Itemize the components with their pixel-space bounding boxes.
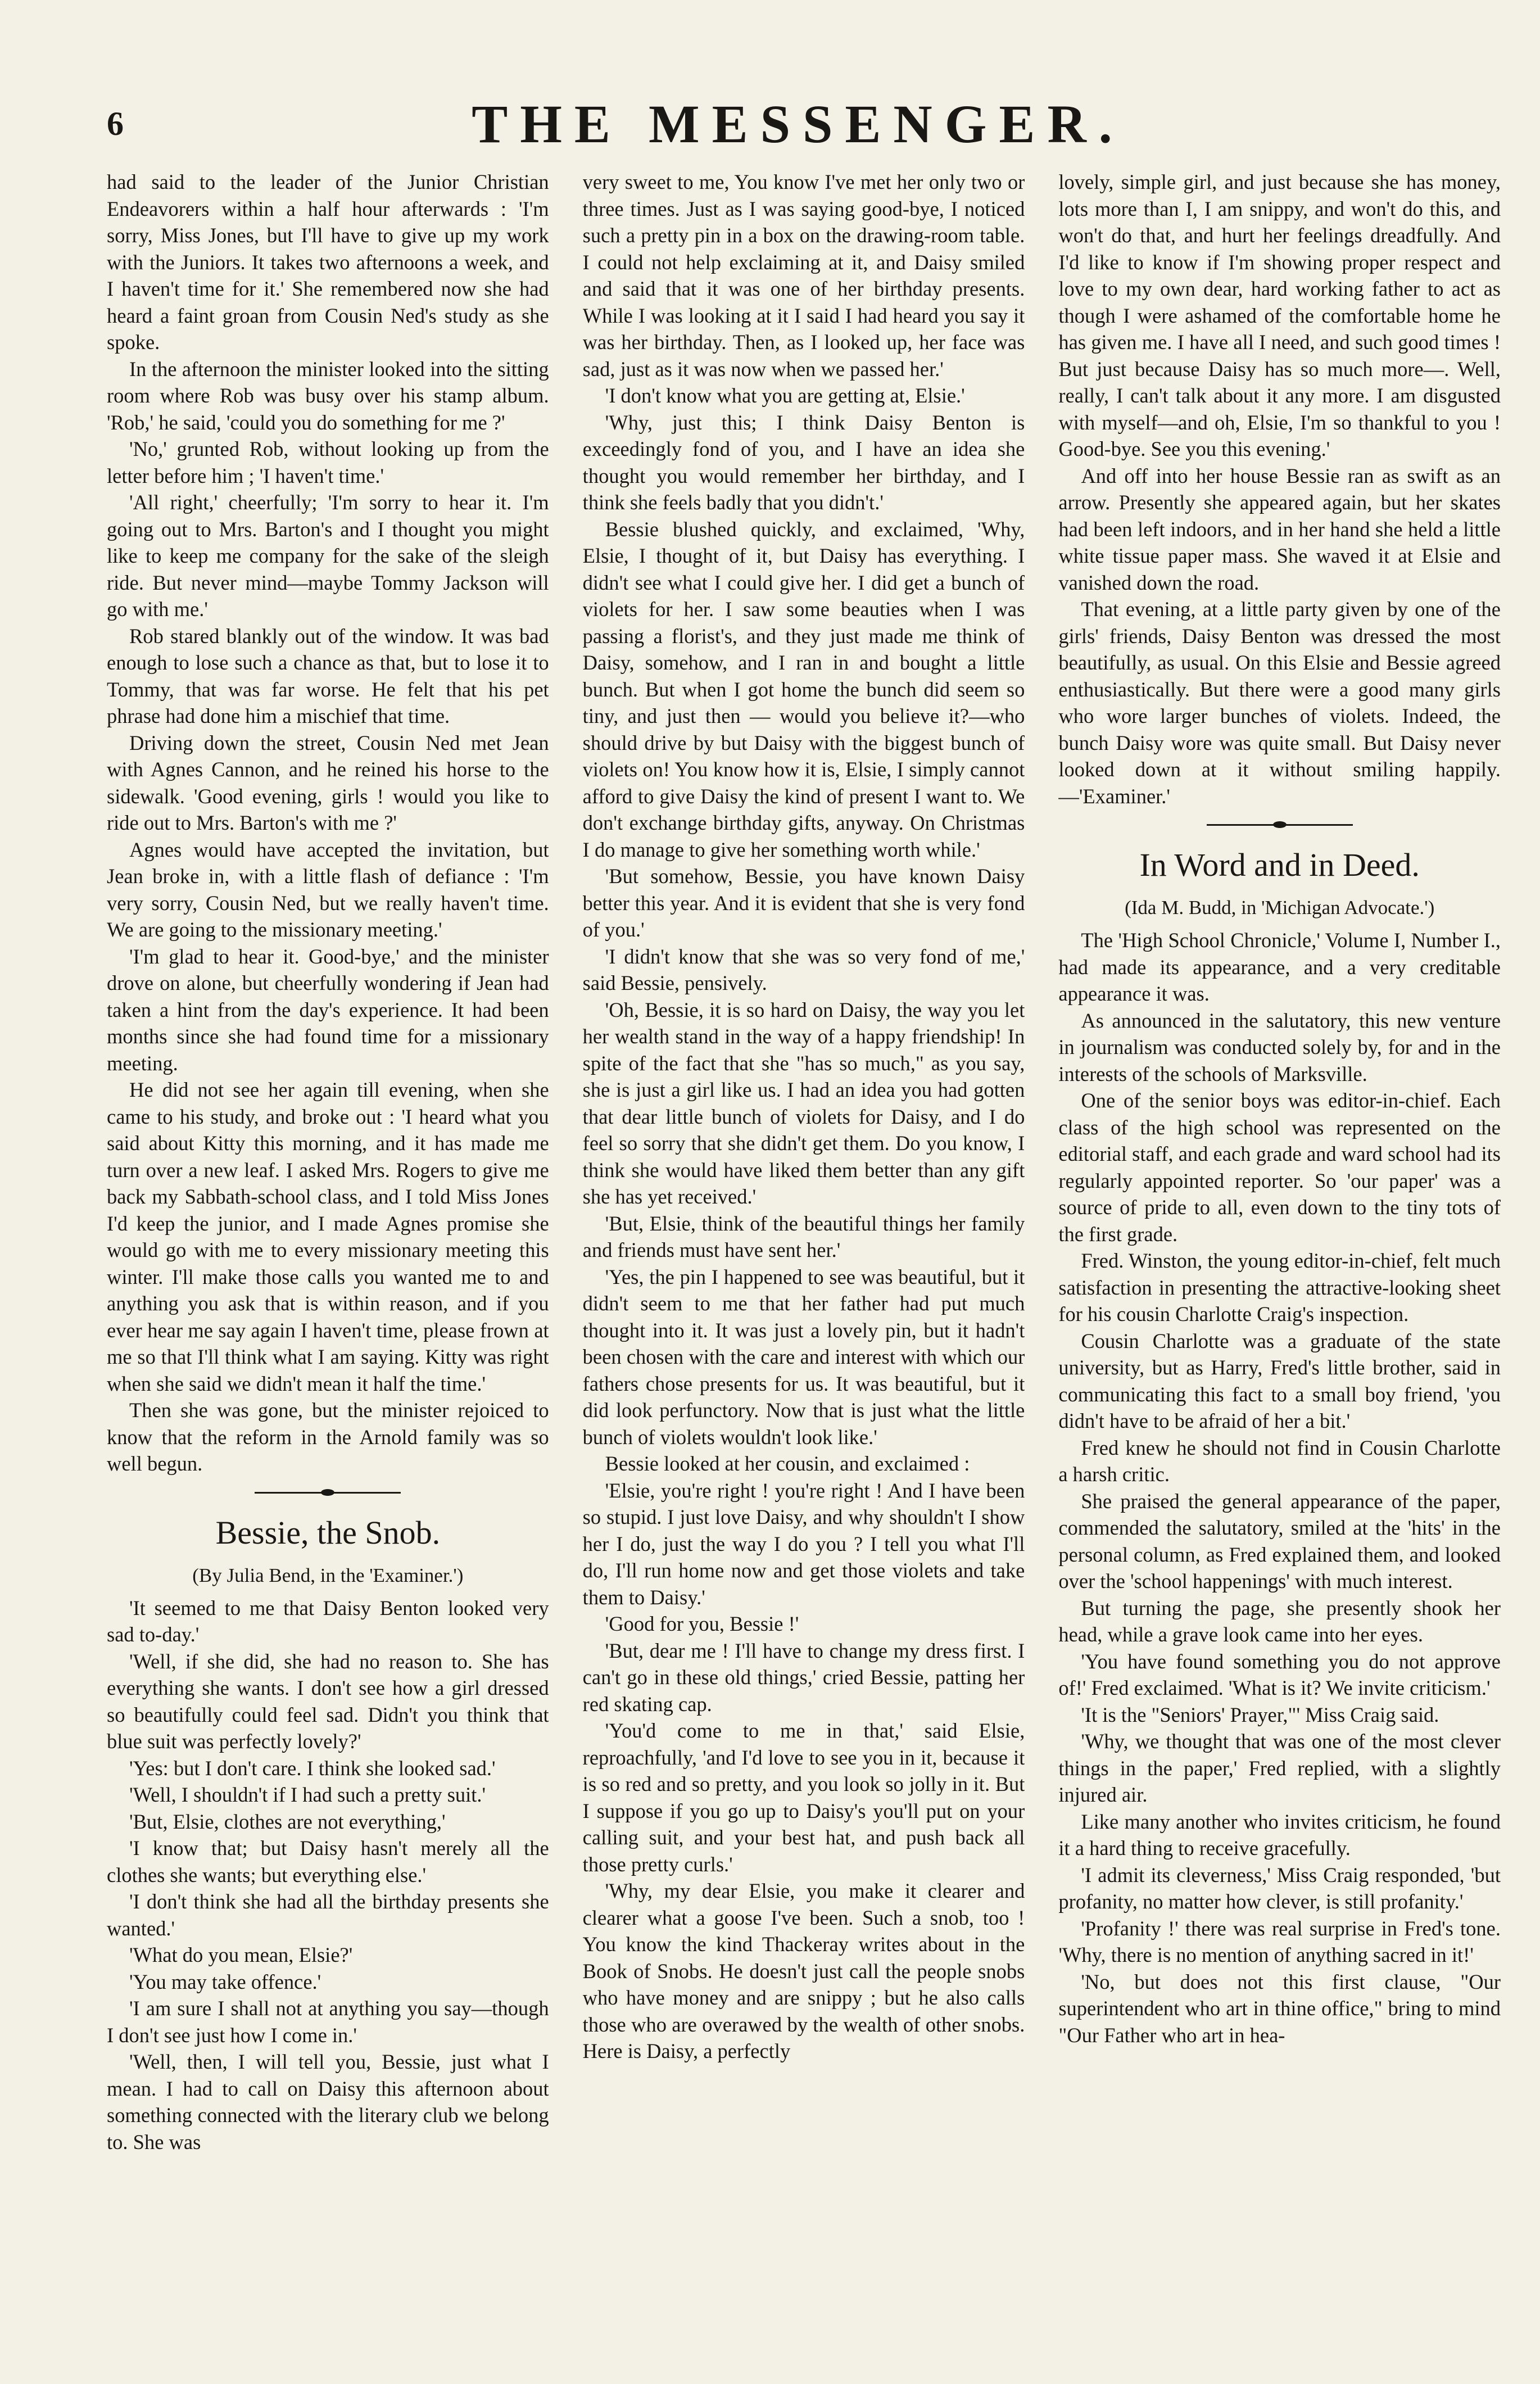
paragraph: One of the senior boys was editor-in-chief. Each class of the high school was represented on the editorial staff, and each grade and ward school had its regularly appointed reporter. So 'our paper' was a source of pride to all, even down to the tiny tots of the first grade. — [1058, 1089, 1501, 1246]
paragraph: Fred. Winston, the young editor-in-chief, felt much satisfaction in presenting the attractive-looking sheet for his cousin Charlotte Craig's inspection. — [1058, 1249, 1501, 1326]
paragraph: 'But somehow, Bessie, you have known Daisy better this year. And it is evident that she is very fond of you.' — [582, 865, 1025, 941]
paragraph: Bessie blushed quickly, and exclaimed, 'Why, Elsie, I thought of it, but Daisy has everything. I didn't see what I could give her. I did get a bunch of violets for her. I saw some beauties when I was passing a florist's, and they just made me think of Daisy, somehow, and I ran in and bought a little bunch. But when I got home the bunch did seem so tiny, and just then — would you believe it?—who should drive by but Daisy with the biggest bunch of violets on! You know how it is, Elsie, I simply cannot afford to give Daisy the kind of present I want to. We don't exchange birthday gifts, anyway. On Christmas I do manage to give her something worth while.' — [582, 517, 1025, 861]
paragraph: 'Well, if she did, she had no reason to. She has everything she wants. I don't see how a girl dressed so beautifully could feel sad. Didn't you think that blue suit was perfectly lovely?' — [107, 1649, 549, 1753]
paragraph: Agnes would have accepted the invitation, but Jean broke in, with a little flash of defiance : 'I'm very sorry, Cousin Ned, but we really haven't time. We are going to the missionary meeting.' — [107, 838, 549, 941]
paragraph: 'Profanity !' there was real surprise in Fred's tone. 'Why, there is no mention of anything sacred in it!' — [1058, 1916, 1501, 1966]
paragraph: 'But, dear me ! I'll have to change my dress first. I can't go in these old things,' cried Bessie, patting her red skating cap. — [582, 1639, 1025, 1716]
paragraph: lovely, simple girl, and just because she has money, lots more than I, I am snippy, and won't do this, and won't do that, and hurt her feelings dreadfully. And I'd like to know if I'm showing proper respect and love to my own dear, hard working father to act as though I were ashamed of the comfortable home he has given me. I have all I need, and such good times ! But just because Daisy has so much more—. Well, really, I can't talk about it any more. I am disgusted with myself—and oh, Elsie, I'm so thankful to you ! Good-bye. See you this evening.' — [1058, 170, 1501, 460]
paragraph: 'I don't think she had all the birthday presents she wanted.' — [107, 1890, 549, 1940]
paragraph: Cousin Charlotte was a graduate of the state university, but as Harry, Fred's little brother, said in communicating this fact to a small boy friend, 'you didn't have to be afraid of her a bit.' — [1058, 1329, 1501, 1432]
paragraph: had said to the leader of the Junior Christian Endeavorers within a half hour afterwards : 'I'm sorry, Miss Jones, but I'll have to give up my work with the Juniors. It takes two afternoons a week, and I haven't time for it.' She remembered now she had heard a faint groan from Cousin Ned's study as she spoke. — [107, 170, 549, 354]
paragraph: 'It is the "Seniors' Prayer,"' Miss Craig said. — [1081, 1703, 1439, 1726]
section-divider — [1207, 824, 1353, 826]
paragraph: 'No,' grunted Rob, without looking up from the letter before him ; 'I haven't time.' — [107, 437, 549, 487]
paragraph: She praised the general appearance of the paper, commended the salutatory, smiled at the 'hits' in the personal column, as Fred explained them, and looked over the 'school happenings' with much interest. — [1058, 1489, 1501, 1593]
paragraph: 'Oh, Bessie, it is so hard on Daisy, the way you let her wealth stand in the way of a happy friendship! In spite of the fact that she "has so much," as you say, she is just a girl like us. I had an idea you had gotten that dear little bunch of violets for Daisy, and I do feel so sorry that she didn't get them. Do you know, I think she would have liked them better than any gift she has yet received.' — [582, 998, 1025, 1208]
paragraph: But turning the page, she presently shook her head, while a grave look came into her eyes. — [1058, 1596, 1501, 1646]
paragraph: 'Well, then, I will tell you, Bessie, just what I mean. I had to call on Daisy this afternoon about something connected with the literary club we belong to. She was — [107, 2050, 549, 2154]
paragraph: 'I admit its cleverness,' Miss Craig responded, 'but profanity, no matter how clever, is still profanity.' — [1058, 1863, 1501, 1913]
paragraph: 'Yes: but I don't care. I think she looked sad.' — [129, 1756, 496, 1780]
article-byline: (By Julia Bend, in the 'Examiner.') — [192, 1564, 464, 1586]
paragraph: That evening, at a little party given by one of the girls' friends, Daisy Benton was dressed the most beautifully, as usual. On this Elsie and Bessie agreed enthusiastically. But there were a good many girls who wore larger bunches of violets. Indeed, the bunch Daisy wore was quite small. But Daisy never looked down at it without smiling happily.—'Examiner.' — [1058, 598, 1501, 808]
column-3 — [1058, 169, 1501, 2350]
article-title-word-deed: In Word and in Deed. — [1139, 847, 1420, 883]
paragraph: 'You may take offence.' — [129, 1970, 321, 1993]
masthead — [107, 90, 1489, 157]
paragraph: Bessie looked at her cousin, and exclaimed : — [605, 1452, 970, 1475]
paragraph: Like many another who invites criticism, he found it a hard thing to receive gracefully. — [1058, 1810, 1501, 1860]
article-byline: (Ida M. Budd, in 'Michigan Advocate.') — [1125, 897, 1435, 919]
page-number: 6 — [107, 105, 124, 142]
paragraph: 'I'm glad to hear it. Good-bye,' and the minister drove on alone, but cheerfully wondering if Jean had taken a hint from the day's experience. It had been months since she had found time for a missionary meeting. — [107, 944, 549, 1075]
paragraph: The 'High School Chronicle,' Volume I, Number I., had made its appearance, and a very creditable appearance it was. — [1058, 929, 1501, 1005]
paragraph: 'Yes, the pin I happened to see was beautiful, but it didn't seem to me that her father had put much thought into it. It was just a lovely pin, but it hadn't been chosen with the care and interest with which our fathers chose presents for us. It was beautiful, but it did look perfunctory. Now that is just what the little bunch of violets wouldn't look like.' — [582, 1265, 1025, 1449]
column-1 — [107, 169, 549, 2350]
paragraph: very sweet to me, You know I've met her only two or three times. Just as I was saying good-bye, I noticed such a pretty pin in a box on the drawing-room table. I could not help exclaiming at it, and Daisy smiled and said that it was one of her birthday presents. While I was looking at it I said I had heard you say it was her birthday. Then, as I looked up, her face was sad, just as it was now when we passed her.' — [582, 170, 1025, 381]
paragraph: He did not see her again till evening, when she came to his study, and broke out : 'I heard what you said about Kitty this morning, and it has made me turn over a new leaf. I asked Mrs. Rogers to give me back my Sabbath-school class, and I told Miss Jones I'd keep the junior, and I made Agnes promise she would go with me to every missionary meeting this winter. I'll make those calls you wanted me to and anything you ask that is within reason, and if you ever hear me say again I haven't time, please frown at me so that I'll think what I am saying. Kitty was right when she said we didn't mean it half the time.' — [107, 1078, 549, 1395]
paragraph: 'Well, I shouldn't if I had such a pretty suit.' — [129, 1783, 486, 1806]
paragraph: 'No, but does not this first clause, "Our superintendent who art in thine office," bring to mind "Our Father who art in hea- — [1058, 1970, 1501, 2047]
article-title-bessie: Bessie, the Snob. — [215, 1514, 441, 1551]
paragraph: 'I am sure I shall not at anything you say—though I don't see just how I come in.' — [107, 1997, 549, 2047]
paragraph: 'I don't know what you are getting at, Elsie.' — [605, 384, 965, 407]
paragraph: 'It seemed to me that Daisy Benton looked very sad to-day.' — [107, 1596, 549, 1646]
paragraph: 'You have found something you do not approve of!' Fred exclaimed. 'What is it? We invite criticism.' — [1058, 1649, 1501, 1699]
paragraph: Driving down the street, Cousin Ned met Jean with Agnes Cannon, and he reined his horse to the sidewalk. 'Good evening, girls ! would you like to ride out to Mrs. Barton's with me ?' — [107, 731, 549, 834]
article-columns — [107, 169, 1501, 2350]
paragraph: 'Why, my dear Elsie, you make it clearer and clearer what a goose I've been. Such a snob, too ! You know the kind Thackeray writes about in the Book of Snobs. He doesn't just call the people snobs who have money and are snippy ; but he also calls those who are overawed by the wealth of other snobs. Here is Daisy, a perfectly — [582, 1879, 1025, 2062]
paragraph: As announced in the salutatory, this new venture in journalism was conducted solely by, for and in the interests of the schools of Marksville. — [1058, 1008, 1501, 1085]
paragraph: 'What do you mean, Elsie?' — [129, 1943, 353, 1966]
section-divider — [255, 1492, 401, 1494]
paragraph: 'Elsie, you're right ! you're right ! And I have been so stupid. I just love Daisy, and why shouldn't I show her I do, just the way I do you ? I tell you what I'll do, I'll run home now and get those violets and take them to Daisy.' — [582, 1478, 1025, 1609]
paragraph: Then she was gone, but the minister rejoiced to know that the reform in the Arnold family was so well begun. — [107, 1399, 549, 1475]
paragraph: 'You'd come to me in that,' said Elsie, reproachfully, 'and I'd love to see you in it, because it is so red and so pretty, and you look so jolly in it. But I suppose if you go up to Daisy's you'll put on your calling suit, and your best hat, and push back all those pretty curls.' — [582, 1719, 1025, 1876]
paragraph: Rob stared blankly out of the window. It was bad enough to lose such a chance as that, but to lose it to Tommy, that was far worse. He felt that his pet phrase had done him a mischief that time. — [107, 624, 549, 727]
paragraph: 'All right,' cheerfully; 'I'm sorry to hear it. I'm going out to Mrs. Barton's and I thought you might like to keep me company for the sake of the sleigh ride. But never mind—maybe Tommy Jackson will go with me.' — [107, 491, 549, 621]
paragraph: 'Good for you, Bessie !' — [605, 1612, 799, 1635]
paragraph: 'I know that; but Daisy hasn't merely all the clothes she wants; but everything else.' — [107, 1836, 549, 1887]
paragraph: 'Why, we thought that was one of the most clever things in the paper,' Fred replied, with a slightly injured air. — [1058, 1730, 1501, 1806]
paper-title: THE MESSENGER. — [472, 93, 1125, 154]
paragraph: 'But, Elsie, clothes are not everything,' — [129, 1810, 446, 1833]
paragraph: And off into her house Bessie ran as swift as an arrow. Presently she appeared again, but her skates had been left indoors, and in her hand she held a little white tissue paper mass. She waved it at Elsie and vanished down the road. — [1058, 464, 1501, 594]
paragraph: Fred knew he should not find in Cousin Charlotte a harsh critic. — [1058, 1436, 1501, 1486]
paragraph: 'Why, just this; I think Daisy Benton is exceedingly fond of you, and I have an idea she thought you would remember her birthday, and I think she feels badly that you didn't.' — [582, 410, 1025, 514]
paragraph: 'I didn't know that she was so very fond of me,' said Bessie, pensively. — [582, 944, 1025, 994]
column-2 — [583, 169, 1025, 2350]
paragraph: In the afternoon the minister looked into the sitting room where Rob was busy over his stamp album. 'Rob,' he said, 'could you do something for me ?' — [107, 357, 549, 434]
paragraph: 'But, Elsie, think of the beautiful things her family and friends must have sent her.' — [582, 1211, 1025, 1261]
